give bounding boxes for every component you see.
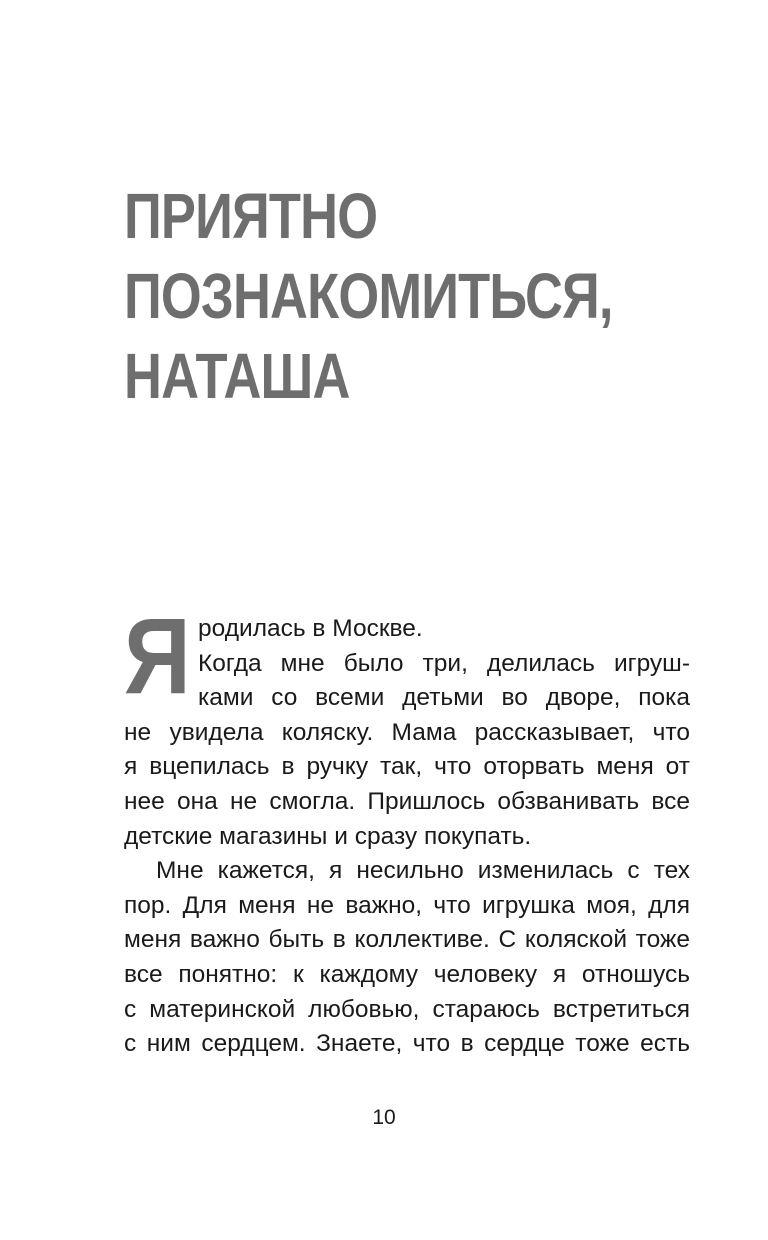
text-line: Когда мне было три, делилась игруш- [198, 649, 690, 677]
text-line: Мне кажется, я несильно изменилась с тех [156, 857, 690, 885]
text-line: пор. Для меня не важно, что игрушка моя, для [124, 891, 690, 919]
text-line: родилась в Москве. [198, 615, 423, 642]
chapter-title-line: НАТАША [124, 340, 350, 412]
text-line: с материнской любовью, стараюсь встретиться [124, 995, 690, 1023]
drop-cap-letter: Я [124, 595, 191, 716]
text-line: я вцепилась в ручку так, что оторвать меня от [124, 753, 690, 781]
chapter-title-line: ПОЗНАКОМИТЬСЯ, [124, 260, 613, 332]
chapter-title-line: ПРИЯТНО [124, 180, 378, 252]
page-number: 10 [372, 1106, 396, 1129]
text-line: с ним сердцем. Знаете, что в сердце тоже есть [124, 1030, 690, 1058]
text-line: нее она не смогла. Пришлось обзванивать все [124, 787, 690, 815]
text-line: меня важно быть в коллективе. С коляской тоже [124, 926, 690, 954]
chapter-title [124, 176, 613, 416]
text-line: все понятно: к каждому человеку я отношусь [124, 960, 690, 988]
text-line: детские магазины и сразу покупать. [124, 822, 532, 850]
text-line: не увидела коляску. Мама рассказывает, что [124, 718, 690, 746]
text-line: ками со всеми детьми во дворе, пока [198, 684, 690, 712]
body-text [124, 612, 690, 1062]
